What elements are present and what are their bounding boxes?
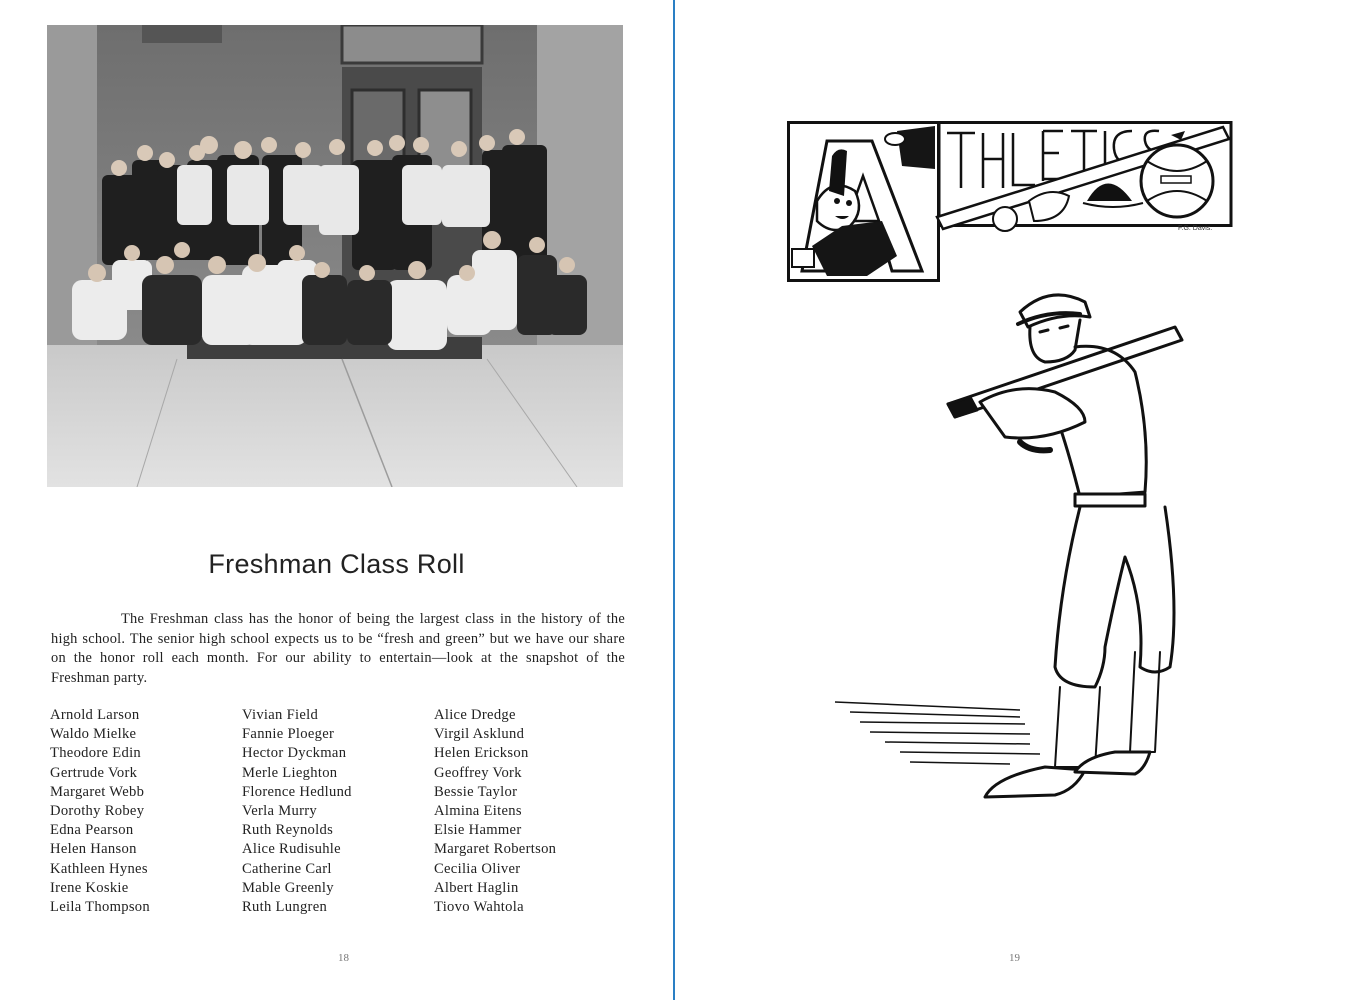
roll-name: Dorothy Robey [50, 803, 145, 820]
page-title: Freshman Class Roll [208, 549, 465, 579]
roll-name: Ruth Lungren [242, 899, 328, 916]
roll-name: Bessie Taylor [434, 783, 518, 800]
roll-name: Verla Murry [242, 803, 318, 820]
intro-text: The Freshman class has the honor of being the largest class in the history of the high school. The senior high school expects us to be “fresh and green” but we have our share on the honor roll each month. For our ability to entertain—look at the snapshot of the Freshman party. [51, 611, 625, 686]
roll-name: Ruth Reynolds [242, 822, 334, 839]
roll-name: Alice Dredge [434, 707, 516, 723]
class-photo-image [47, 25, 623, 487]
roll-name: Merle Lieghton [242, 764, 338, 781]
baseball-batter-illustration [830, 282, 1200, 812]
roll-name: Albert Haglin [434, 879, 519, 896]
left-page [0, 0, 673, 1000]
roll-name: Helen Erickson [434, 745, 529, 762]
roll-name: Cecilia Oliver [434, 860, 521, 877]
roll-name: Florence Hedlund [242, 783, 352, 800]
batter-shadow [835, 702, 1040, 764]
roll-name: Kathleen Hynes [50, 860, 148, 877]
roll-name: Vivian Field [242, 707, 319, 723]
roll-column-2 [242, 706, 352, 917]
roll-name: Waldo Mielke [50, 726, 137, 743]
roll-name: Arnold Larson [50, 707, 140, 723]
roll-name: Helen Hanson [50, 841, 137, 858]
roll-name: Gertrude Vork [50, 764, 138, 781]
baseball-drawing [1141, 145, 1213, 217]
roll-name: Mable Greenly [242, 879, 334, 896]
roll-name: Elsie Hammer [434, 822, 522, 839]
athletics-header-art [787, 121, 1233, 283]
class-photo [47, 25, 623, 487]
artist-signature: F.G. Davis. [1178, 225, 1213, 232]
roll-name: Theodore Edin [50, 745, 142, 762]
roll-column-3 [434, 706, 556, 917]
intro-paragraph [51, 610, 625, 688]
roll-name: Virgil Asklund [434, 726, 525, 743]
roll-name: Leila Thompson [50, 899, 150, 916]
roll-name: Margaret Robertson [434, 841, 557, 858]
roll-name: Edna Pearson [50, 822, 134, 839]
roll-name: Geoffrey Vork [434, 764, 522, 781]
roll-name: Fannie Ploeger [242, 726, 335, 743]
roll-name: Tiovo Wahtola [434, 899, 524, 916]
athletics-header-illustration [787, 121, 1233, 283]
roll-name: Irene Koskie [50, 879, 129, 896]
batter-drawing [830, 282, 1200, 812]
page-number-left: 18 [338, 952, 349, 964]
roll-column-1 [50, 706, 150, 917]
page-number-right: 19 [1009, 952, 1020, 964]
roll-name: Catherine Carl [242, 860, 332, 877]
roll-name: Almina Eitens [434, 803, 522, 820]
roll-name: Alice Rudisuhle [242, 841, 341, 858]
roll-name: Margaret Webb [50, 783, 145, 800]
roll-name: Hector Dyckman [242, 745, 347, 762]
